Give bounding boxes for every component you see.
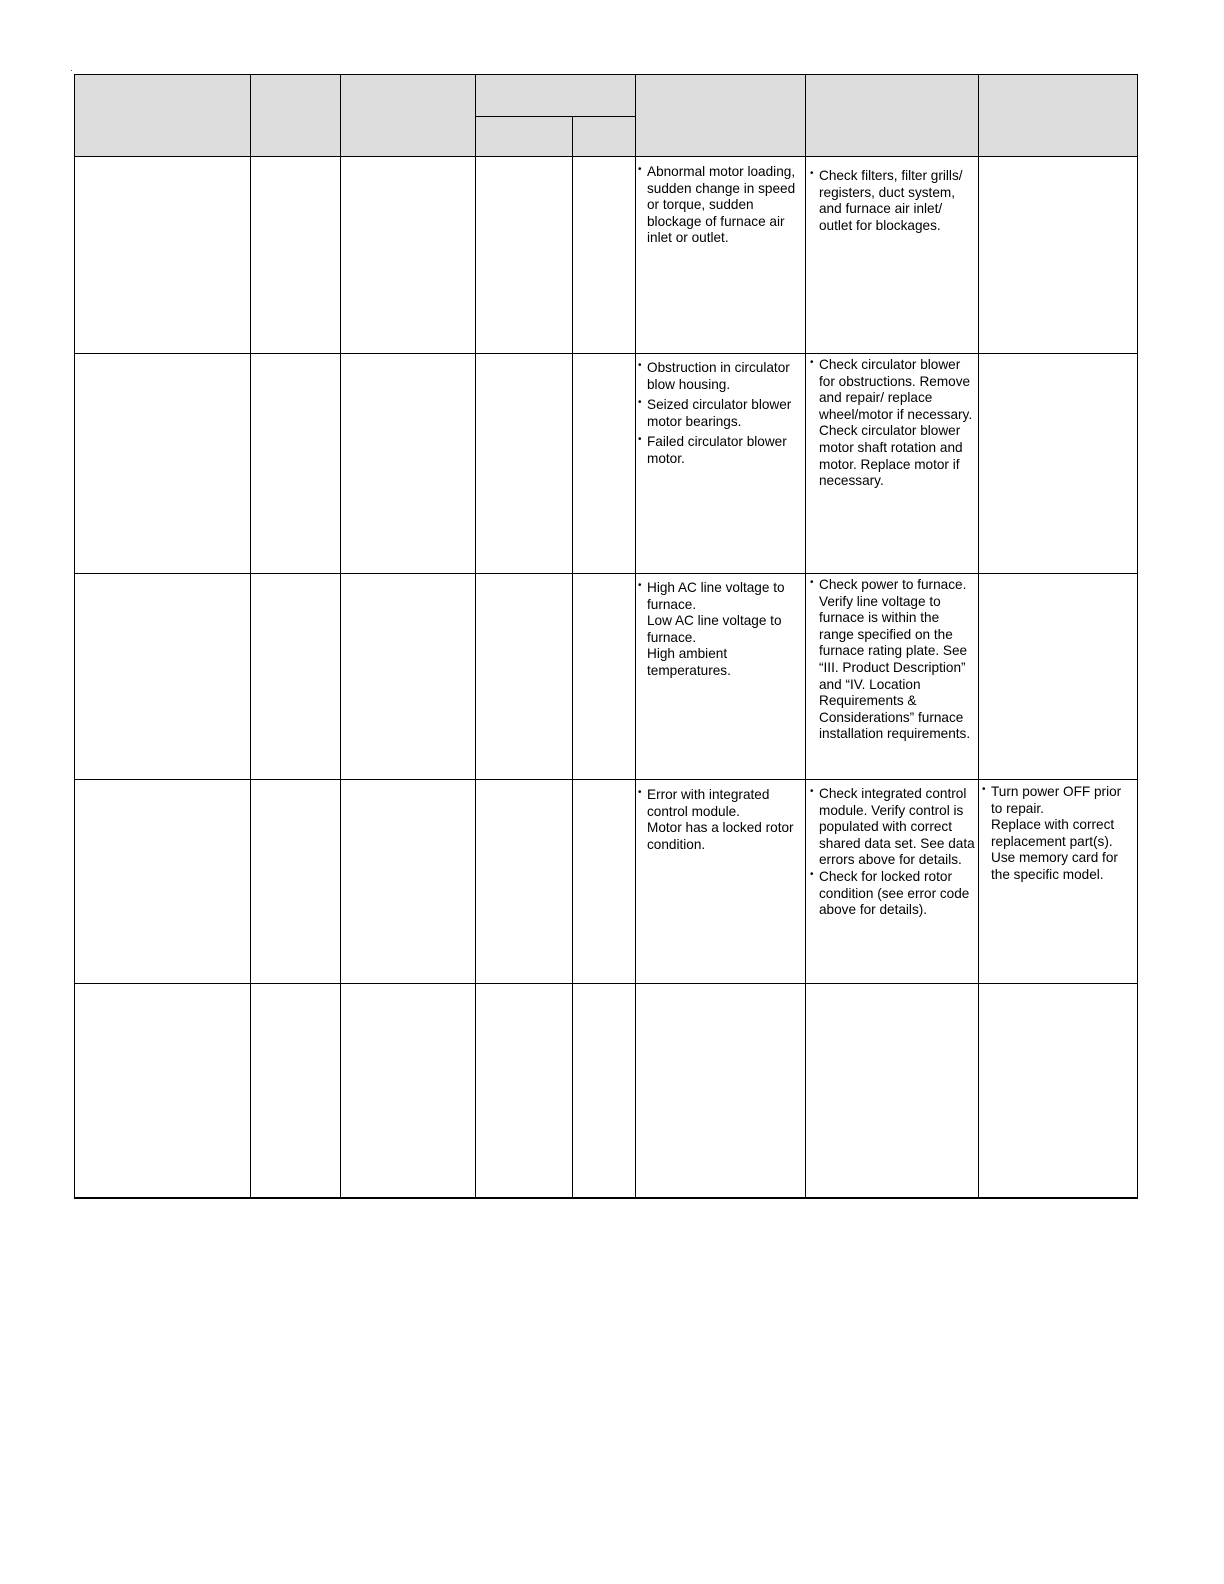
bullet-item xyxy=(810,786,976,869)
cell-text: Check for locked rotor condition (see error code above for details). xyxy=(819,868,970,918)
bullet-icon: • xyxy=(638,360,642,371)
notes-cell xyxy=(982,784,1132,884)
column-divider xyxy=(978,75,979,1198)
bullet-item xyxy=(638,397,801,430)
bullet-icon: • xyxy=(810,786,814,797)
text-line xyxy=(810,423,976,489)
cell-text: Check circulator blower for obstructions. Remove and repair/ replace wheel/motor if necessary. xyxy=(819,357,973,422)
row-divider xyxy=(75,353,1137,354)
header-subdivider xyxy=(475,116,635,117)
bullet-icon: • xyxy=(638,580,642,591)
text-line xyxy=(982,850,1132,883)
bullet-icon: • xyxy=(810,868,814,880)
bullet-item xyxy=(638,787,801,820)
cell-text: High AC line voltage to furnace. xyxy=(647,580,785,612)
bullet-icon: • xyxy=(810,168,814,179)
bullet-item xyxy=(810,869,976,919)
row-divider xyxy=(75,983,1137,984)
cell-text: Failed circulator blower motor. xyxy=(647,434,787,466)
column-divider xyxy=(475,75,476,1198)
scan-mark xyxy=(71,70,72,71)
corrective-action-cell xyxy=(810,357,976,490)
cell-text: Seized circulator blower motor bearings. xyxy=(647,397,792,429)
bullet-item xyxy=(638,580,801,613)
bullet-icon: • xyxy=(638,164,642,175)
column-divider xyxy=(572,116,573,1198)
cell-text: Obstruction in circulator blow housing. xyxy=(647,360,790,392)
bullet-item xyxy=(982,784,1132,817)
cell-text: Abnormal motor loading, sudden change in speed or torque, sudden blockage of furnace air inlet or outlet. xyxy=(647,164,796,246)
cell-text: Use memory card for the specific model. xyxy=(991,850,1118,882)
bullet-icon: • xyxy=(810,357,814,368)
bullet-item xyxy=(810,577,976,743)
corrective-action-cell xyxy=(810,168,976,234)
bullet-icon: • xyxy=(638,397,642,409)
cause-cell xyxy=(638,580,801,680)
bullet-icon: • xyxy=(638,434,642,446)
bullet-icon: • xyxy=(982,784,986,795)
cell-text: Replace with correct replacement part(s). xyxy=(991,817,1115,849)
bullet-item xyxy=(810,168,976,234)
bullet-icon: • xyxy=(638,787,642,798)
cause-cell xyxy=(638,787,801,853)
cause-cell xyxy=(638,360,801,468)
cell-text: Check integrated control module. Verify control is populated with correct shared data set. See data errors above for details. xyxy=(819,786,975,868)
cell-text: Check power to furnace. Verify line voltage to furnace is within the range specified on the furnace rating plate. See “III. Product Description” and “IV. Location Requirements & Considerations” furnace installation requirements. xyxy=(819,577,971,742)
text-line xyxy=(638,613,801,646)
corrective-action-cell xyxy=(810,577,976,743)
cell-text: Check filters, filter grills/ registers, duct system, and furnace air inlet/ outlet for blockages. xyxy=(819,168,963,233)
corrective-action-cell xyxy=(810,786,976,919)
cell-text: Motor has a locked rotor condition. xyxy=(647,820,794,852)
bullet-item xyxy=(638,360,801,393)
bullet-icon: • xyxy=(810,577,814,588)
cell-text: Low AC line voltage to furnace. xyxy=(647,613,782,645)
cause-cell xyxy=(638,164,801,247)
cell-text: Turn power OFF prior to repair. xyxy=(991,784,1122,816)
text-line xyxy=(638,646,801,679)
text-line xyxy=(982,817,1132,850)
cell-text: Error with integrated control module. xyxy=(647,787,770,819)
bullet-item xyxy=(638,164,801,247)
column-divider xyxy=(635,75,636,1198)
column-divider xyxy=(805,75,806,1198)
row-divider xyxy=(75,573,1137,574)
column-divider xyxy=(250,75,251,1198)
cell-text: Check circulator blower motor shaft rotation and motor. Replace motor if necessary. xyxy=(819,423,963,489)
row-divider xyxy=(75,779,1137,780)
cell-text: High ambient temperatures. xyxy=(647,646,731,678)
text-line xyxy=(638,820,801,853)
bullet-item xyxy=(638,434,801,467)
bullet-item xyxy=(810,357,976,423)
column-divider xyxy=(340,75,341,1198)
